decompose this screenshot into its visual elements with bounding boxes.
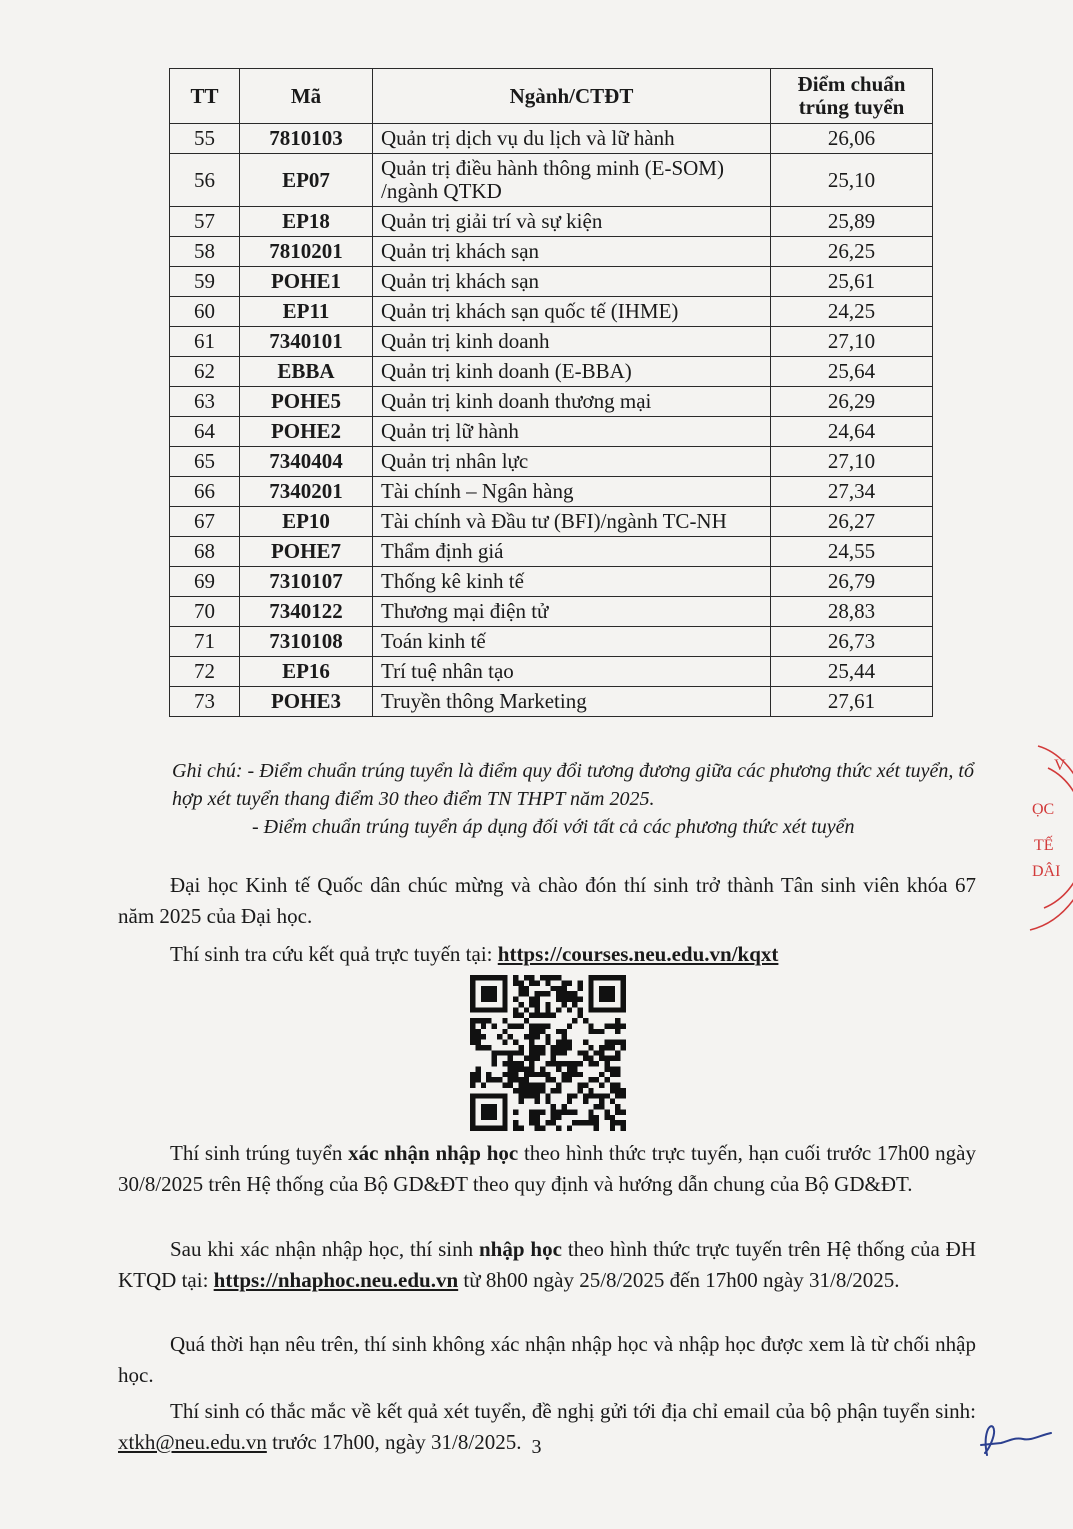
stamp-fragment-1: V bbox=[1054, 757, 1066, 774]
row-name: Toán kinh tế bbox=[373, 627, 771, 657]
row-tt: 59 bbox=[170, 267, 240, 297]
enroll-link[interactable]: https://nhaphoc.neu.edu.vn bbox=[213, 1268, 459, 1292]
row-name: Thống kê kinh tế bbox=[373, 567, 771, 597]
row-score: 25,61 bbox=[771, 267, 933, 297]
table-row bbox=[170, 124, 933, 154]
row-name: Quản trị khách sạn quốc tế (IHME) bbox=[373, 297, 771, 327]
red-seal-stamp bbox=[1020, 738, 1073, 938]
row-score: 26,27 bbox=[771, 507, 933, 537]
row-score: 26,79 bbox=[771, 567, 933, 597]
row-name: Quản trị điều hành thông minh (E-SOM) /ngành QTKD bbox=[373, 154, 771, 207]
lookup-link[interactable]: https://courses.neu.edu.vn/kqxt bbox=[497, 942, 779, 966]
contact-text-2: trước 17h00, ngày 31/8/2025. bbox=[266, 1430, 522, 1454]
row-score: 26,25 bbox=[771, 237, 933, 267]
row-ma: 7810201 bbox=[240, 237, 373, 267]
header-diem-line2: trúng tuyển bbox=[798, 95, 905, 119]
row-ma: EP16 bbox=[240, 657, 373, 687]
row-tt: 56 bbox=[170, 154, 240, 207]
congrats-paragraph: Đại học Kinh tế Quốc dân chúc mừng và chào đón thí sinh trở thành Tân sinh viên khóa 67 năm 2025 của Đại học. bbox=[118, 873, 976, 928]
lookup-paragraph bbox=[118, 939, 976, 970]
header-ma: Mã bbox=[240, 69, 373, 124]
table-row bbox=[170, 154, 933, 207]
row-tt: 70 bbox=[170, 597, 240, 627]
row-ma: EP11 bbox=[240, 297, 373, 327]
row-ma: POHE1 bbox=[240, 267, 373, 297]
table-row bbox=[170, 657, 933, 687]
row-score: 26,06 bbox=[771, 124, 933, 154]
row-score: 26,73 bbox=[771, 627, 933, 657]
row-score: 25,44 bbox=[771, 657, 933, 687]
table-row bbox=[170, 357, 933, 387]
row-ma: POHE7 bbox=[240, 537, 373, 567]
row-score: 27,10 bbox=[771, 447, 933, 477]
row-name: Quản trị nhân lực bbox=[373, 447, 771, 477]
row-ma: EP18 bbox=[240, 207, 373, 237]
row-name: Tài chính – Ngân hàng bbox=[373, 477, 771, 507]
row-ma: 7340122 bbox=[240, 597, 373, 627]
row-score: 27,61 bbox=[771, 687, 933, 717]
contact-text-1: Thí sinh có thắc mắc về kết quả xét tuyển, đề nghị gửi tới địa chỉ email của bộ phận tuyển sinh: bbox=[170, 1399, 976, 1423]
row-tt: 66 bbox=[170, 477, 240, 507]
row-name: Thương mại điện tử bbox=[373, 597, 771, 627]
table-row bbox=[170, 417, 933, 447]
note-line-1: Ghi chú: - Điểm chuẩn trúng tuyển là điểm quy đổi tương đương giữa các phương thức xét tuyển, tổ hợp xét tuyển thang điểm 30 theo điểm TN THPT năm 2025. bbox=[172, 760, 974, 810]
row-tt: 72 bbox=[170, 657, 240, 687]
row-tt: 63 bbox=[170, 387, 240, 417]
header-tt: TT bbox=[170, 69, 240, 124]
row-score: 24,55 bbox=[771, 537, 933, 567]
row-name: Tài chính và Đầu tư (BFI)/ngành TC-NH bbox=[373, 507, 771, 537]
row-name: Truyền thông Marketing bbox=[373, 687, 771, 717]
lookup-text: Thí sinh tra cứu kết quả trực tuyến tại: bbox=[170, 942, 498, 966]
row-score: 27,34 bbox=[771, 477, 933, 507]
table-row bbox=[170, 627, 933, 657]
header-diem bbox=[771, 69, 933, 124]
row-score: 25,10 bbox=[771, 154, 933, 207]
deadline-paragraph: Quá thời hạn nêu trên, thí sinh không xác nhận nhập học và nhập học được xem là từ chối nhập học. bbox=[118, 1332, 976, 1387]
header-diem-line1: Điểm chuẩn bbox=[797, 72, 906, 96]
table-header-row bbox=[170, 69, 933, 124]
note-line-2: - Điểm chuẩn trúng tuyển áp dụng đối với tất cả các phương thức xét tuyển bbox=[252, 816, 855, 838]
row-name: Quản trị dịch vụ du lịch và lữ hành bbox=[373, 124, 771, 154]
row-ma: POHE3 bbox=[240, 687, 373, 717]
confirm-paragraph bbox=[118, 1138, 976, 1200]
table-row bbox=[170, 507, 933, 537]
stamp-fragment-4: DÂI bbox=[1032, 863, 1061, 880]
row-tt: 64 bbox=[170, 417, 240, 447]
confirm-text-2: theo hình thức trực tuyến, hạn cuối trước 17h00 ngày 30/8/2025 trên Hệ thống của Bộ GD&ĐT theo quy định và hướng dẫn chung của Bộ GD&ĐT. bbox=[118, 1141, 976, 1196]
enroll-paragraph bbox=[118, 1234, 976, 1296]
table-row bbox=[170, 687, 933, 717]
row-score: 28,83 bbox=[771, 597, 933, 627]
qr-code bbox=[470, 975, 626, 1131]
row-tt: 65 bbox=[170, 447, 240, 477]
stamp-fragment-2: ỌC bbox=[1032, 801, 1055, 818]
page-number: 3 bbox=[531, 1436, 542, 1458]
table-row bbox=[170, 207, 933, 237]
contact-email-link[interactable]: xtkh@neu.edu.vn bbox=[118, 1430, 267, 1454]
row-name: Quản trị khách sạn bbox=[373, 267, 771, 297]
row-name: Quản trị kinh doanh (E-BBA) bbox=[373, 357, 771, 387]
admission-scores-table bbox=[169, 68, 933, 717]
handwritten-signature bbox=[975, 1415, 1055, 1465]
row-ma: 7810103 bbox=[240, 124, 373, 154]
table-row bbox=[170, 567, 933, 597]
table-row bbox=[170, 267, 933, 297]
enroll-bold: nhập học bbox=[479, 1237, 562, 1261]
stamp-fragment-3: TẾ bbox=[1034, 837, 1054, 854]
row-tt: 69 bbox=[170, 567, 240, 597]
row-score: 25,89 bbox=[771, 207, 933, 237]
table-row bbox=[170, 327, 933, 357]
row-name: Quản trị kinh doanh thương mại bbox=[373, 387, 771, 417]
row-tt: 73 bbox=[170, 687, 240, 717]
row-ma: EP10 bbox=[240, 507, 373, 537]
row-tt: 55 bbox=[170, 124, 240, 154]
enroll-text-2: theo hình thức trực tuyến trên Hệ thống của ĐH KTQD tại: bbox=[118, 1237, 976, 1292]
table-row bbox=[170, 297, 933, 327]
row-ma: 7310107 bbox=[240, 567, 373, 597]
row-score: 24,64 bbox=[771, 417, 933, 447]
row-tt: 68 bbox=[170, 537, 240, 567]
row-ma: 7340101 bbox=[240, 327, 373, 357]
row-score: 24,25 bbox=[771, 297, 933, 327]
row-tt: 71 bbox=[170, 627, 240, 657]
note-block bbox=[172, 757, 982, 841]
enroll-text-1: Sau khi xác nhận nhập học, thí sinh bbox=[170, 1237, 479, 1261]
row-name: Quản trị giải trí và sự kiện bbox=[373, 207, 771, 237]
row-ma: 7340201 bbox=[240, 477, 373, 507]
row-tt: 58 bbox=[170, 237, 240, 267]
table-body bbox=[170, 124, 933, 717]
table-row bbox=[170, 537, 933, 567]
row-ma: EP07 bbox=[240, 154, 373, 207]
table-row bbox=[170, 447, 933, 477]
row-ma: EBBA bbox=[240, 357, 373, 387]
row-name: Quản trị kinh doanh bbox=[373, 327, 771, 357]
row-ma: 7340404 bbox=[240, 447, 373, 477]
row-ma: 7310108 bbox=[240, 627, 373, 657]
row-tt: 62 bbox=[170, 357, 240, 387]
table-row bbox=[170, 237, 933, 267]
row-name: Thẩm định giá bbox=[373, 537, 771, 567]
confirm-bold: xác nhận nhập học bbox=[348, 1141, 519, 1165]
row-score: 25,64 bbox=[771, 357, 933, 387]
row-score: 27,10 bbox=[771, 327, 933, 357]
row-score: 26,29 bbox=[771, 387, 933, 417]
row-name: Quản trị lữ hành bbox=[373, 417, 771, 447]
row-tt: 67 bbox=[170, 507, 240, 537]
row-tt: 61 bbox=[170, 327, 240, 357]
row-name: Quản trị khách sạn bbox=[373, 237, 771, 267]
row-name: Trí tuệ nhân tạo bbox=[373, 657, 771, 687]
enroll-text-3: từ 8h00 ngày 25/8/2025 đến 17h00 ngày 31/8/2025. bbox=[458, 1268, 900, 1292]
row-ma: POHE2 bbox=[240, 417, 373, 447]
table-row bbox=[170, 597, 933, 627]
confirm-text-1: Thí sinh trúng tuyển bbox=[170, 1141, 349, 1165]
table-row bbox=[170, 477, 933, 507]
header-nganh: Ngành/CTĐT bbox=[373, 69, 771, 124]
row-tt: 60 bbox=[170, 297, 240, 327]
row-ma: POHE5 bbox=[240, 387, 373, 417]
table-row bbox=[170, 387, 933, 417]
row-tt: 57 bbox=[170, 207, 240, 237]
